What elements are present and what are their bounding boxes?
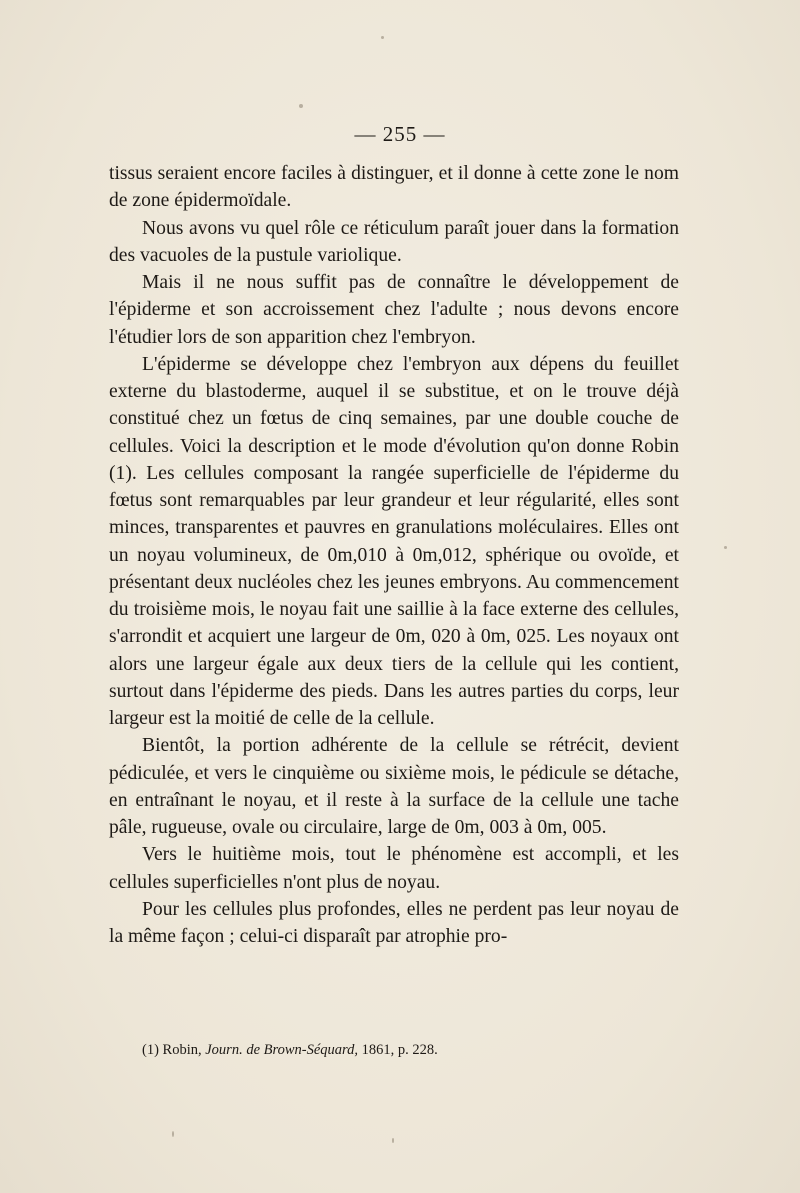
footnote-author: Robin,: [162, 1042, 202, 1058]
paragraph: Nous avons vu quel rôle ce réticulum paraît jouer dans la formation des vacuoles de la pustule variolique.: [109, 217, 679, 266]
page-number: — 255 —: [354, 122, 446, 146]
paper-speck: [392, 1138, 394, 1143]
paper-speck: [724, 546, 727, 549]
paragraph: tissus seraient encore faciles à distinguer, et il donne à cette zone le nom de zone épidermoïdale.: [109, 163, 679, 212]
paper-speck: [172, 1131, 174, 1137]
footnote-details: 1861, p. 228.: [361, 1042, 438, 1058]
footnote-journal: Journ. de Brown-Séquard,: [205, 1042, 359, 1058]
paper-speck: [299, 104, 303, 108]
paragraph: L'épiderme se développe chez l'embryon aux dépens du feuillet externe du blastoderme, auquel il se substitue, et on le trouve déjà constitué chez un fœtus de cinq semaines, par une double couche de cellules. Voici la description et le mode d'évolution qu'on donne Robin (1). Les cellules composant la rangée superficielle de l'épiderme du fœtus sont remarquables par leur grandeur et leur régularité, elles sont minces, transparentes et pauvres en granulations moléculaires. Elles ont un noyau volumineux, de 0m,010 à 0m,012, sphérique ou ovoïde, et présentant deux nucléoles chez les jeunes embryons. Au commencement du troisième mois, le noyau fait une saillie à la face externe des cellules, s'arrondit et acquiert une largeur de 0m, 020 à 0m, 025. Les noyaux ont alors une largeur égale aux deux tiers de la cellule qui les contient, surtout dans l'épiderme des pieds. Dans les autres parties du corps, leur largeur est la moitié de celle de la cellule.: [109, 353, 679, 729]
paragraph: Pour les cellules plus profondes, elles ne perdent pas leur noyau de la même façon ; celui-ci disparaît par atrophie pro-: [109, 898, 679, 947]
paragraph: Vers le huitième mois, tout le phénomène est accompli, et les cellules superficielles n'ont plus de noyau.: [109, 844, 679, 893]
paragraph: Bientôt, la portion adhérente de la cellule se rétrécit, devient pédiculée, et vers le cinquième ou sixième mois, le pédicule se détache, en entraînant le noyau, et il reste à la surface de la cellule une tache pâle, rugueuse, ovale ou circulaire, large de 0m, 003 à 0m, 005.: [109, 735, 679, 838]
footnote: [142, 1041, 682, 1059]
paper-speck: [381, 36, 384, 39]
paragraph: Mais il ne nous suffit pas de connaître le développement de l'épiderme et son accroissement chez l'adulte ; nous devons encore l'étudier lors de son apparition chez l'embryon.: [109, 272, 679, 348]
footnote-marker: (1): [142, 1042, 159, 1058]
body-text: [109, 160, 679, 950]
